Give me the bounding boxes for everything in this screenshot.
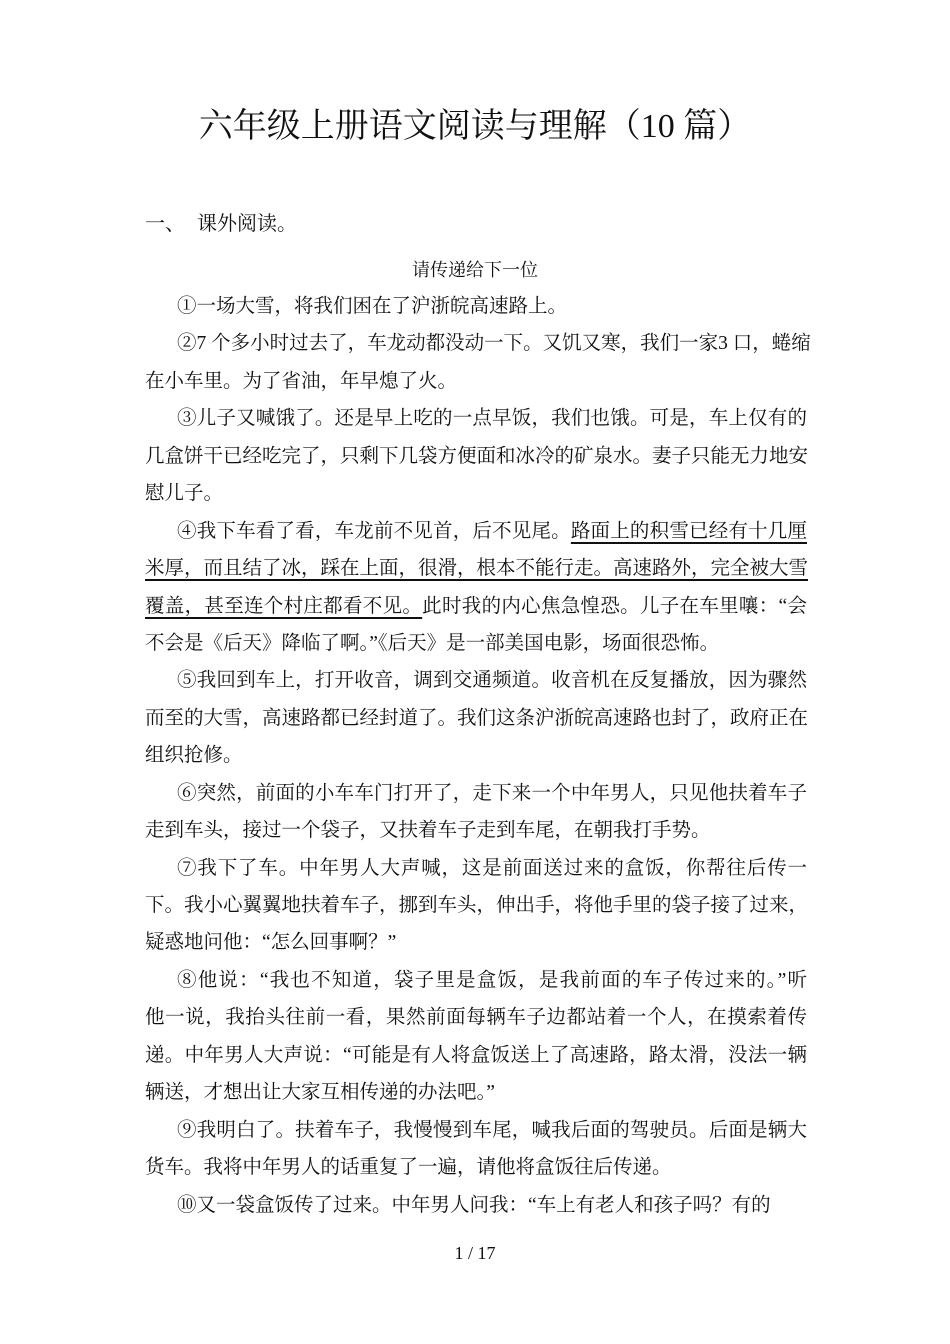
underlined-text: 路面上的积雪已经有十几厘	[570, 520, 807, 542]
text-line	[145, 1149, 807, 1186]
text-segment: ⑤我回到车上，打开收音，调到交通频道。收音机在反复播放，因为骤然	[177, 670, 807, 692]
underlined-text: 覆盖，甚至连个村庄都看不见。	[145, 595, 423, 617]
text-segment: 递。中年男人大声说：“可能是有人将盒饭送上了高速路，路太滑，没法一辆	[145, 1044, 807, 1066]
text-segment: 在小车里。为了省油，年早熄了火。	[145, 370, 458, 392]
text-line	[145, 1112, 807, 1149]
text-segment: 不会是《后天》降临了啊。”《后天》是一部美国电影，场面很恐怖。	[145, 632, 720, 654]
text-line	[145, 887, 807, 924]
text-line	[145, 962, 807, 999]
text-segment: 他一说，我抬头往前一看，果然前面每辆车子边都站着一个人，在摸索着传	[145, 1007, 807, 1029]
text-segment: 慰儿子。	[145, 483, 224, 505]
text-segment: ⑦我下了车。中年男人大声喊，这是前面送过来的盒饭，你帮往后传一	[177, 857, 807, 879]
text-line	[145, 1037, 807, 1074]
article-body	[145, 288, 811, 1224]
section-number: 一、	[145, 213, 185, 235]
text-segment: 走到车头，接过一个袋子，又扶着车子走到车尾，在朝我打手势。	[145, 820, 711, 842]
text-segment: 疑惑地问他：“怎么回事啊？”	[145, 932, 397, 954]
text-line	[145, 924, 807, 961]
text-segment: ③儿子又喊饿了。还是早上吃的一点早饭，我们也饿。可是，车上仅有的	[177, 408, 807, 430]
text-segment: 货车。我将中年男人的话重复了一遍，请他将盒饭往后传递。	[145, 1157, 672, 1179]
paragraph	[145, 288, 807, 325]
article-title: 请传递给下一位	[412, 260, 538, 280]
text-segment: 几盒饼干已经吃完了，只剩下几袋方便面和冰冷的矿泉水。妻子只能无力地安	[145, 445, 809, 467]
text-segment: 组织抢修。	[145, 745, 243, 767]
text-line	[145, 662, 807, 699]
text-line	[145, 1074, 807, 1111]
underlined-text: 米厚，而且结了冰，踩在上面，很滑，根本不能行走。高速路外，完全被大雪	[145, 558, 809, 580]
text-line	[145, 513, 807, 550]
text-line	[145, 999, 807, 1036]
text-line	[145, 325, 811, 362]
text-segment: 下。我小心翼翼地扶着车子，挪到车头，伸出手，将他手里的袋子接了过来，	[145, 895, 809, 916]
text-line	[145, 1187, 807, 1224]
text-line	[145, 438, 807, 475]
text-line	[145, 588, 807, 625]
paragraph	[145, 1187, 807, 1224]
text-line	[145, 288, 807, 325]
text-segment: 辆送，才想出让大家互相传递的办法吧。”	[145, 1082, 495, 1104]
paragraph	[145, 513, 807, 663]
paragraph	[145, 1112, 807, 1187]
text-line	[145, 550, 807, 587]
text-segment: ⑨我明白了。扶着车子，我慢慢到车尾，喊我后面的驾驶员。后面是辆大	[177, 1119, 807, 1141]
text-segment: ⑥突然，前面的小车车门打开了，走下来一个中年男人，只见他扶着车子	[177, 782, 807, 804]
text-segment: 而至的大雪，高速路都已经封道了。我们这条沪浙皖高速路也封了，政府正在	[145, 707, 809, 729]
paragraph	[145, 850, 807, 962]
paragraph	[145, 962, 807, 1112]
paragraph	[145, 662, 807, 774]
text-line	[145, 812, 807, 849]
text-line	[145, 737, 807, 774]
text-segment: ⑧他说：“我也不知道，袋子里是盒饭，是我前面的车子传过来的。”听	[177, 969, 807, 991]
text-segment: ④我下车看了看，车龙前不见首，后不见尾。	[177, 520, 571, 542]
section-heading	[145, 210, 297, 238]
page-number: 1 / 17	[454, 1243, 496, 1263]
text-line	[145, 400, 807, 437]
text-line	[145, 625, 807, 662]
text-segment: ①一场大雪，将我们困在了沪浙皖高速路上。	[177, 296, 568, 317]
paragraph	[145, 400, 807, 512]
text-segment: ②7 个多小时过去了，车龙动都没动一下。又饥又寒，我们一家3 口，蜷缩	[177, 333, 811, 355]
text-line	[145, 850, 807, 887]
paragraph	[145, 325, 811, 400]
section-label: 课外阅读。	[197, 213, 297, 235]
paragraph	[145, 775, 807, 850]
text-line	[145, 475, 807, 512]
text-line	[145, 775, 807, 812]
text-segment: ⑩又一袋盒饭传了过来。中年男人问我：“车上有老人和孩子吗？有的	[177, 1194, 771, 1216]
text-line	[145, 700, 807, 737]
text-segment: 此时我的内心焦急惶恐。儿子在车里嚷：“会	[422, 595, 807, 617]
text-line	[145, 363, 807, 400]
document-title: 六年级上册语文阅读与理解（10 篇）	[198, 108, 752, 145]
